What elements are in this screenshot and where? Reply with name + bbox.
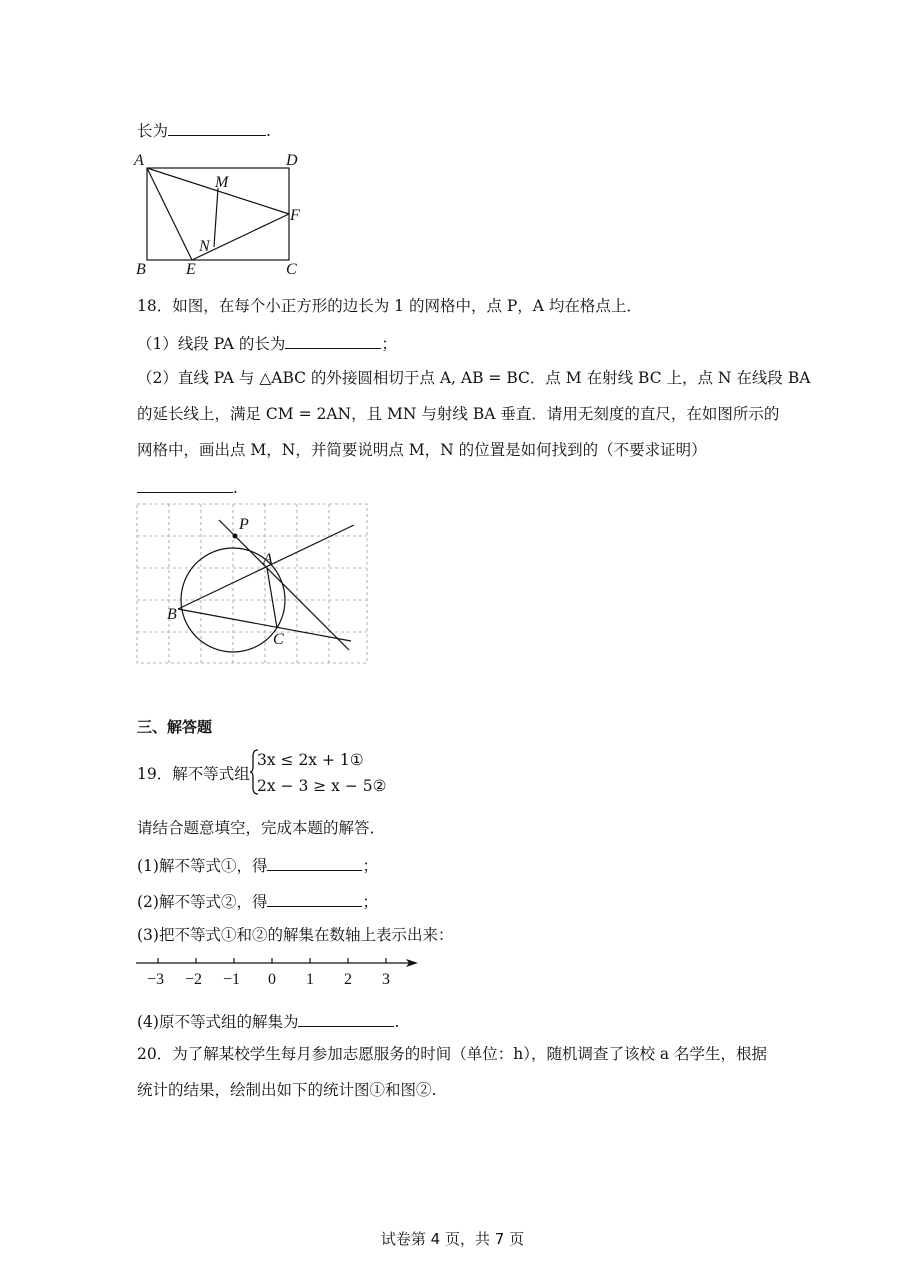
- q19-inequality-2: 2x − 3 ≥ x − 5②: [257, 777, 387, 795]
- q17-suffix: .: [266, 122, 271, 140]
- label-C: C: [273, 631, 284, 648]
- tick-label: 0: [268, 971, 276, 988]
- page-footer: 试卷第 4 页，共 7 页: [380, 1230, 525, 1248]
- q19-stem: 19．解不等式组: [137, 765, 250, 783]
- q18-answer-line: [137, 476, 238, 498]
- label-M: M: [215, 174, 229, 191]
- q19-step2-suffix: ；: [362, 893, 378, 911]
- point-P-dot: [233, 534, 238, 539]
- q18-part2-line3: 网格中，画出点 M，N，并简要说明点 M，N 的位置是如何找到的（不要求证明）: [137, 441, 707, 459]
- q20-line1: 20．为了解某校学生每月参加志愿服务的时间（单位：h），随机调查了该校 a 名学生，根据: [137, 1045, 768, 1063]
- figure-17-rectangle: [132, 150, 312, 280]
- label-F: F: [290, 207, 300, 224]
- q18-answer-suffix: .: [233, 479, 238, 497]
- q19-step1-blank[interactable]: [267, 854, 362, 871]
- q18-part2-line2: 的延长线上，满足 CM = 2AN，且 MN 与射线 BA 垂直．请用无刻度的直尺，在如图所示的: [137, 405, 780, 423]
- q19-step1-prefix: (1)解不等式①，得: [137, 857, 268, 875]
- q18-part1: [137, 332, 397, 354]
- tick-label: 2: [344, 971, 352, 988]
- q18-part1-prefix: （1）线段 PA 的长为: [137, 335, 286, 353]
- q17-answer-line: [137, 119, 271, 141]
- q19-step3: (3)把不等式①和②的解集在数轴上表示出来：: [137, 926, 454, 944]
- label-A: A: [263, 551, 273, 568]
- section-3-title: 三、解答题: [137, 718, 213, 736]
- q19-step4-blank[interactable]: [298, 1010, 394, 1027]
- q19-step4-prefix: (4)原不等式组的解集为: [137, 1013, 299, 1031]
- q17-answer-blank[interactable]: [168, 119, 266, 136]
- label-B: B: [167, 606, 177, 623]
- q19-step4-suffix: .: [394, 1013, 400, 1031]
- q19-step2-blank[interactable]: [267, 890, 362, 907]
- q18-part2-line1: （2）直线 PA 与 △ABC 的外接圆相切于点 A, AB = BC．点 M 在射线 BC 上，点 N 在线段 BA: [137, 369, 811, 387]
- label-C: C: [286, 261, 297, 278]
- label-P: P: [239, 516, 249, 533]
- label-N: N: [199, 238, 210, 255]
- q18-part1-blank[interactable]: [285, 332, 381, 349]
- q19-instruction: 请结合题意填空，完成本题的解答．: [137, 819, 386, 837]
- q18-part1-suffix: ；: [381, 335, 397, 353]
- q19-step4: [137, 1010, 399, 1032]
- q19-inequality-1: 3x ≤ 2x + 1①: [257, 751, 364, 769]
- tick-label: 3: [382, 971, 390, 988]
- label-E: E: [186, 261, 196, 278]
- label-D: D: [286, 152, 298, 169]
- q18-stem: 18．如图，在每个小正方形的边长为 1 的网格中，点 P，A 均在格点上．: [137, 297, 642, 315]
- q17-prefix: 长为: [137, 122, 169, 140]
- tick-label: 1: [306, 971, 314, 988]
- tick-label: −2: [185, 971, 203, 988]
- q19-step2: [137, 890, 378, 912]
- q19-step1: [137, 854, 378, 876]
- q20-line2: 统计的结果，绘制出如下的统计图①和图②.: [137, 1081, 437, 1099]
- tick-label: −3: [147, 971, 165, 988]
- tick-label: −1: [223, 971, 241, 988]
- number-line: [132, 952, 422, 992]
- q18-answer-blank[interactable]: [137, 476, 233, 493]
- q19-step2-prefix: (2)解不等式②，得: [137, 893, 268, 911]
- figure-18-grid: [136, 503, 370, 666]
- label-A: A: [134, 152, 144, 169]
- label-B: B: [136, 261, 146, 278]
- q19-step1-suffix: ；: [362, 857, 378, 875]
